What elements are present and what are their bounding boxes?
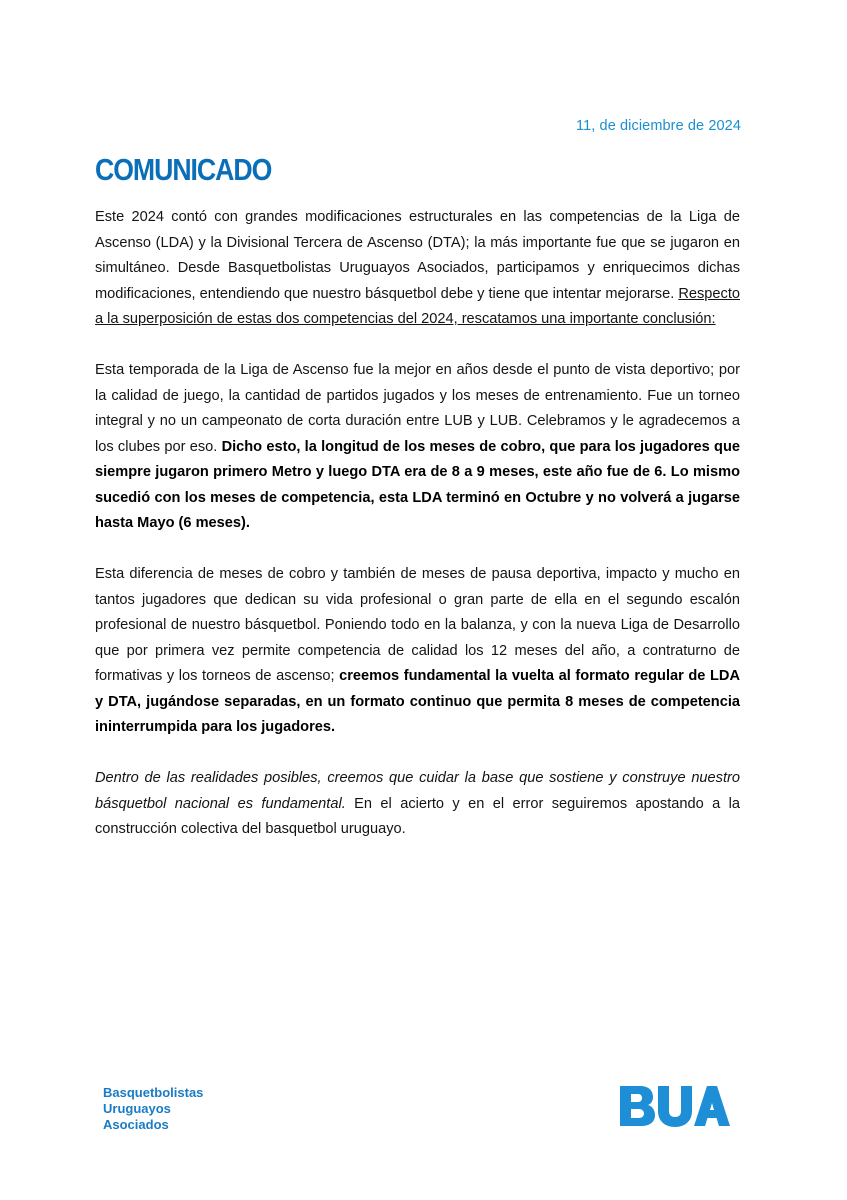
paragraph-3 — [95, 562, 740, 741]
footer-org-line-3: Asociados — [103, 1117, 169, 1132]
paragraph-1 — [95, 205, 740, 333]
paragraph-4-italic: Dentro de las realidades posibles, creemos que cuidar la base que sostiene y construye nuestro básquetbol nacional es fundamental. — [95, 770, 740, 812]
document-title: COMUNICADO — [95, 152, 272, 187]
paragraph-1-underlined-conclusion: Respecto a la superposición de estas dos competencias del 2024, rescatamos una importante conclusión: — [95, 285, 740, 327]
paragraph-1-text: Este 2024 contó con grandes modificaciones estructurales en las competencias de la Liga de Ascenso (LDA) y la Divisional Tercera de Ascenso (DTA); la más importante fue que se jugaron en simultáneo. Desde Basquetbolistas Uruguayos Asociados, participamos y enriquecimos dichas modificaciones, entendiendo que nuestro básquetbol debe y tiene que intentar mejorarse. — [95, 209, 740, 302]
paragraph-4-text: En el acierto y en el error seguiremos apostando a la construcción colectiva del basquetbol uruguayo. — [95, 795, 740, 837]
logo-letter-u — [658, 1086, 692, 1127]
paragraph-3-text: Esta diferencia de meses de cobro y también de meses de pausa deportiva, impacto y mucho en tantos jugadores que dedican su vida profesional o gran parte de ella en el segundo escalón profesional de nuestro básquetbol. Poniendo todo en la balanza, y con la nueva Liga de Desarrollo que por primera vez permite competencia de calidad los 12 meses del año, a contraturno de formativas y los torneos de ascenso; — [95, 566, 740, 684]
document-body — [95, 205, 740, 868]
paragraph-2 — [95, 358, 740, 537]
bua-logo — [618, 1082, 730, 1128]
logo-letter-b — [620, 1086, 655, 1126]
document-date: 11, de diciembre de 2024 — [576, 118, 741, 134]
paragraph-3-bold: creemos fundamental la vuelta al formato regular de LDA y DTA, jugándose separadas, en un formato continuo que permita 8 meses de competencia ininterrumpida para los jugadores. — [95, 668, 740, 735]
paragraph-4 — [95, 766, 740, 843]
paragraph-2-bold: Dicho esto, la longitud de los meses de cobro, que para los jugadores que siempre jugaron primero Metro y luego DTA era de 8 a 9 meses, este año fue de 6. Lo mismo sucedió con los meses de competencia, esta LDA terminó en Octubre y no volverá a jugarse hasta Mayo (6 meses). — [95, 438, 740, 531]
footer-organization-name — [103, 1085, 203, 1133]
footer-org-line-1: Basquetbolistas — [103, 1085, 204, 1100]
logo-letter-a — [694, 1086, 730, 1126]
paragraph-2-text: Esta temporada de la Liga de Ascenso fue la mejor en años desde el punto de vista deportivo; por la calidad de juego, la cantidad de partidos jugados y los meses de entrenamiento. Fue un torneo integral y no un campeonato de corta duración entre LUB y LUB. Celebramos y le agradecemos a los clubes por eso. — [95, 362, 740, 455]
footer-org-line-2: Uruguayos — [103, 1101, 171, 1116]
